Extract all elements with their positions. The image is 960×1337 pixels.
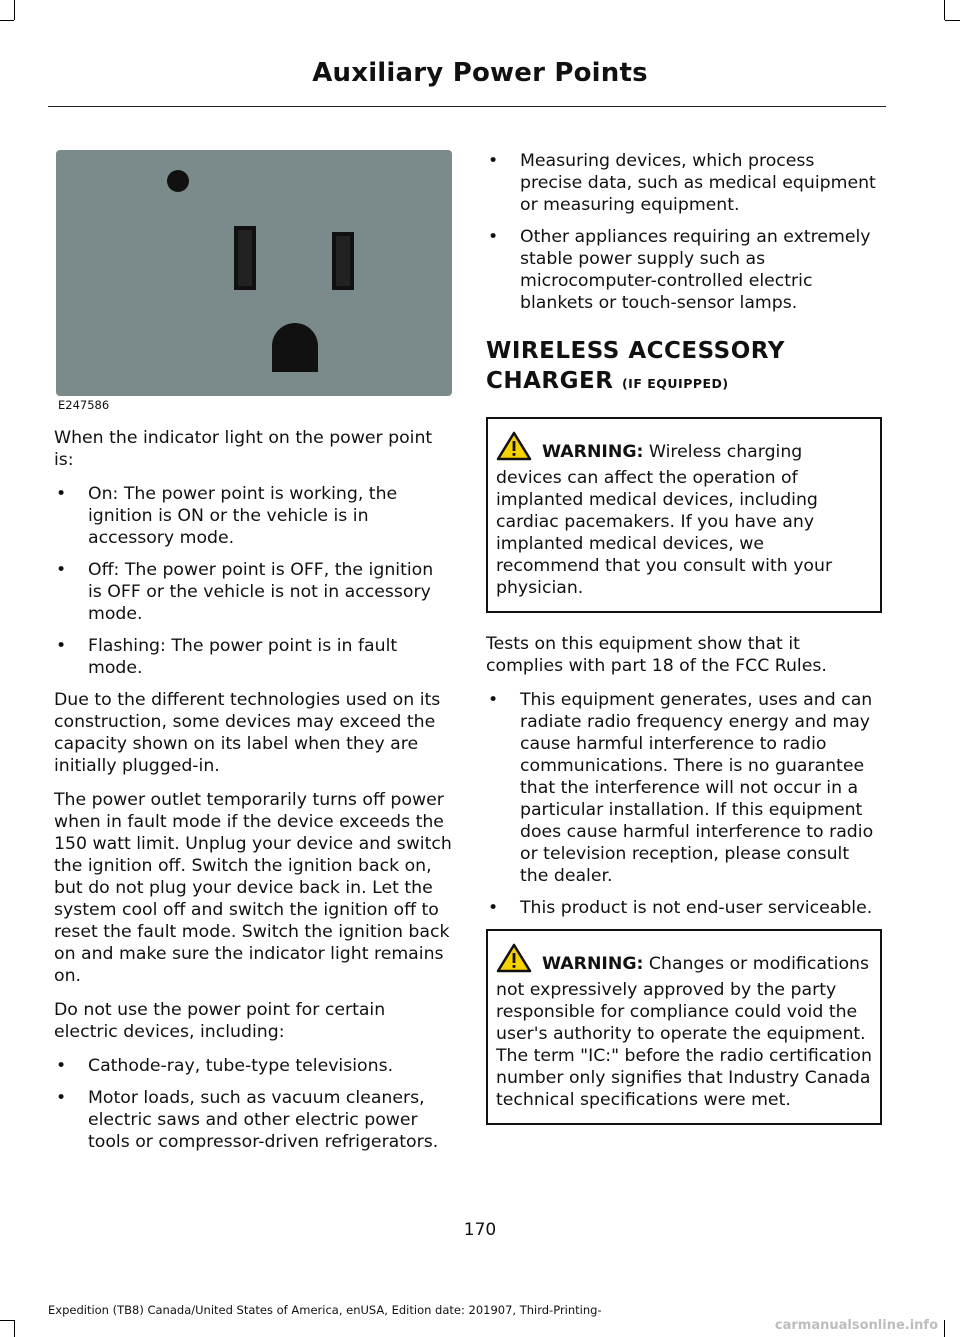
paragraph: Due to the different technologies used on its construction, some devices may exceed the capacity shown on its label when they are initially plugged-in. bbox=[54, 690, 441, 776]
power-outlet-figure bbox=[56, 150, 452, 412]
device-list bbox=[54, 1055, 452, 1153]
warning-box bbox=[486, 929, 882, 1125]
warning-text: Changes or modifications not expressively approved by the party responsible for compliance could void the user's authority to operate the equipment. The term "IC:" before the radio certification number only signifies that Industry Canada technical specifications were met. bbox=[496, 954, 872, 1110]
bullet: • bbox=[488, 151, 499, 171]
list-item: • This equipment generates, uses and can radiate radio frequency energy and may cause harmful interference to radio communications. There is no guarantee that the interference will not occur in a particular installation. If this equipment does cause harmful interference to radio or television reception, please consult the dealer. bbox=[488, 690, 874, 886]
bullet: • bbox=[56, 636, 67, 656]
outlet-ground-hole bbox=[272, 323, 318, 372]
fcc-list bbox=[486, 689, 882, 919]
figure-id: E247586 bbox=[58, 398, 110, 412]
indicator-intro: When the indicator light on the power point is: bbox=[54, 428, 433, 470]
crop-mark bbox=[14, 1320, 15, 1337]
fcc-intro: Tests on this equipment show that it complies with part 18 of the FCC Rules. bbox=[486, 634, 827, 676]
bullet: • bbox=[488, 227, 499, 247]
list-item: • Motor loads, such as vacuum cleaners, electric saws and other electric power tools or compressor-driven refrigerators. bbox=[56, 1088, 439, 1152]
warning-label: WARNING: bbox=[542, 954, 644, 974]
bullet: • bbox=[56, 1056, 67, 1076]
title-divider bbox=[48, 106, 886, 107]
bullet: • bbox=[56, 560, 67, 580]
bullet: • bbox=[488, 690, 499, 710]
indicator-light bbox=[167, 170, 189, 192]
page-number: 170 bbox=[463, 1220, 497, 1240]
list-item: • Flashing: The power point is in fault mode. bbox=[56, 636, 398, 678]
warning-text: Wireless charging devices can affect the operation of implanted medical devices, including cardiac pacemakers. If you have any implanted medical devices, we recommend that you consult with your physician. bbox=[496, 442, 833, 598]
right-column bbox=[486, 150, 882, 1145]
watermark: carmanualsonline.info bbox=[774, 1318, 938, 1333]
list-item: • Off: The power point is OFF, the ignition is OFF or the vehicle is not in accessory mode. bbox=[56, 560, 434, 624]
bullet: • bbox=[56, 484, 67, 504]
crop-mark bbox=[945, 20, 960, 21]
warning-icon bbox=[496, 943, 532, 979]
paragraph: The power outlet temporarily turns off power when in fault mode if the device exceeds the 150 watt limit. Unplug your device and switch the ignition off. Switch the ignition back on, but do not plug your device back in. Let the system cool off and switch the ignition off to reset the fault mode. Switch the ignition back on and make sure the indicator light remains on. bbox=[54, 790, 452, 986]
crop-mark bbox=[0, 1320, 14, 1321]
crop-mark bbox=[0, 20, 14, 21]
indicator-list bbox=[54, 483, 452, 679]
left-column bbox=[54, 427, 452, 1163]
crop-mark bbox=[944, 0, 945, 20]
list-item: • On: The power point is working, the ignition is ON or the vehicle is in accessory mode. bbox=[56, 484, 398, 548]
list-item: • Other appliances requiring an extremely stable power supply such as microcomputer-controlled electric blankets or touch-sensor lamps. bbox=[488, 227, 871, 313]
page-title: Auxiliary Power Points bbox=[312, 58, 648, 88]
list-item: • This product is not end-user serviceable. bbox=[488, 898, 873, 918]
section-heading: WIRELESS ACCESSORY CHARGER (IF EQUIPPED) bbox=[486, 338, 785, 394]
power-outlet-image bbox=[56, 150, 452, 396]
bullet: • bbox=[56, 1088, 67, 1108]
warning-box bbox=[486, 417, 882, 613]
list-item: • Measuring devices, which process precise data, such as medical equipment or measuring equipment. bbox=[488, 151, 876, 215]
bullet: • bbox=[488, 898, 499, 918]
warning-icon bbox=[496, 431, 532, 467]
crop-mark bbox=[944, 1320, 945, 1337]
device-list-continued bbox=[486, 150, 882, 314]
crop-mark bbox=[14, 0, 15, 20]
list-item: • Cathode-ray, tube-type televisions. bbox=[56, 1056, 394, 1076]
paragraph: Do not use the power point for certain electric devices, including: bbox=[54, 1000, 386, 1042]
warning-label: WARNING: bbox=[542, 442, 644, 462]
footer-text: Expedition (TB8) Canada/United States of America, enUSA, Edition date: 201907, Third-Printing- bbox=[48, 1303, 602, 1317]
heading-qualifier: (IF EQUIPPED) bbox=[621, 376, 729, 391]
